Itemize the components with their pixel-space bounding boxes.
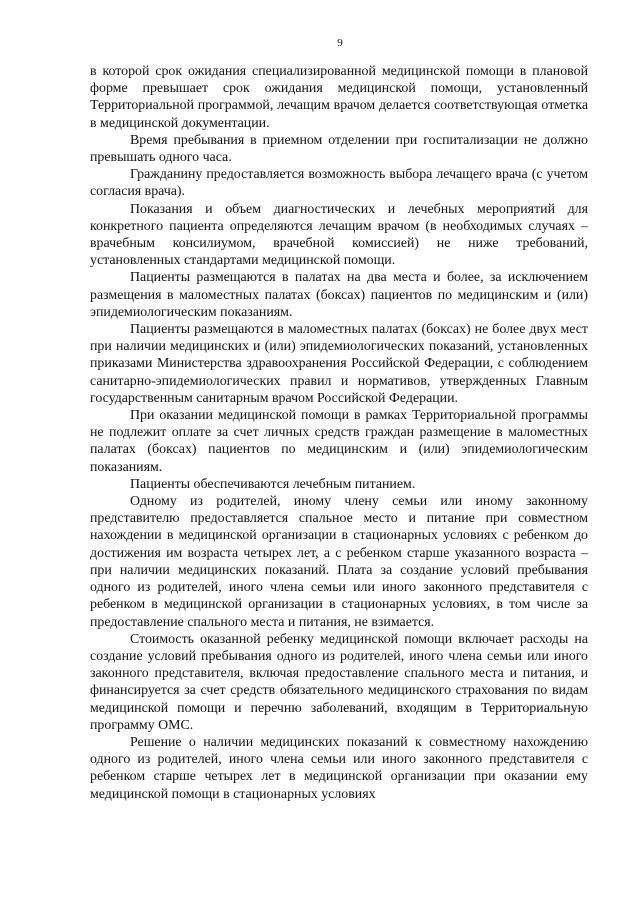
paragraph-cost-of-care: Стоимость оказанной ребенку медицинской помощи включает расходы на создание условий пребывания одного из родителей, иного члена семьи или иного законного представителя, включая предоставление спального места и питания, и финансируется за счет средств обязательного медицинского страхования по видам медицинской помощи и перечню заболеваний, входящим в Территориальную программу ОМС.: [90, 631, 588, 733]
paragraph-treatment-indications: Показания и объем диагностических и лечебных мероприятий для конкретного пациента определяются лечащим врачом (в необходимых случаях – врачебным консилиумом, врачебной комиссией) не ниже требований, установленных стандартами медицинской помощи.: [90, 201, 588, 269]
page-number: 9: [337, 37, 343, 49]
paragraph-no-payment-small-ward: При оказании медицинской помощи в рамках Территориальной программы не подлежит оплате за счет личных средств граждан размещение в маломестных палатах (боксах) пациентов по медицинским и (или) эпидемиологическим показаниям.: [90, 408, 588, 475]
paragraph-small-ward-placement: Пациенты размещаются в маломестных палатах (боксах) не более двух мест при наличии медицинских и (или) эпидемиологических показаний, установленных приказами Министерства здравоохранения Российской Федерации, с соблюдением санитарно-эпидемиологических правил и нормативов, утвержденных Главным государственным санитарным врачом Российской Федерации.: [90, 322, 588, 406]
paragraph-ward-placement: Пациенты размещаются в палатах на два места и более, за исключением размещения в маломестных палатах (боксах) пациентов по медицинским и (или) эпидемиологическим показаниям.: [90, 270, 588, 320]
paragraph-admission-time: Время пребывания в приемном отделении при госпитализации не должно превышать одного часа.: [90, 132, 588, 166]
paragraph-doctor-choice: Гражданину предоставляется возможность выбора лечащего врача (с учетом согласия врача).: [90, 167, 588, 200]
paragraph-medical-indications-decision: Решение о наличии медицинских показаний к совместному нахождению одного из родителей, иного члена семьи или иного законного представителя с ребенком старше четырех лет в медицинской организации при оказании ему медицинской помощи в стационарных условиях: [90, 734, 588, 802]
paragraph-waiting-time-note: в которой срок ожидания специализированной медицинской помощи в плановой форме превышает срок ожидания медицинской помощи, установленный Территориальной программой, лечащим врачом делается соответствующая отметка в медицинской документации.: [90, 64, 588, 131]
document-body: [90, 63, 588, 803]
paragraph-therapeutic-nutrition: Пациенты обеспечиваются лечебным питанием.: [130, 476, 416, 492]
paragraph-parent-accommodation: Одному из родителей, иному члену семьи или иному законному представителю предоставляется спальное место и питание при совместном нахождении в медицинской организации в стационарных условиях с ребенком до достижения им возраста четырех лет, а с ребенком старше указанного возраста – при наличии медицинских показаний. Плата за создание условий пребывания одного из родителей, иного члена семьи или иного законного представителя с ребенком в медицинской организации в стационарных условиях, в том числе за предоставление спального места и питания, не взимается.: [90, 494, 588, 630]
